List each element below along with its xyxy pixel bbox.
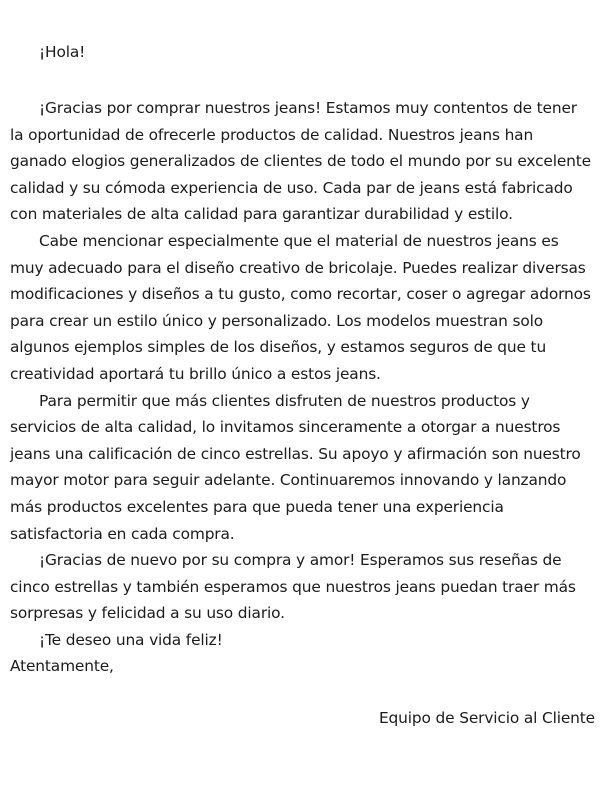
paragraph-thanks: ¡Gracias por comprar nuestros jeans! Estamos muy contentos de tener la oportunidad de ofrecerle productos de calidad. Nuestros jeans han ganado elogios generalizados de clientes de todo el mundo por su excelente calidad y su cómoda experiencia de uso. Cada par de jeans está fabricado con materiales de alta calidad para garantizar durabilidad y estilo.	[10, 99, 591, 224]
paragraph-thanks-again: ¡Gracias de nuevo por su compra y amor! Esperamos sus reseñas de cinco estrellas y también esperamos que nuestros jeans puedan traer más sorpresas y felicidad a su uso diario.	[10, 551, 576, 623]
signature: Equipo de Servicio al Cliente	[378, 709, 595, 727]
letter-body	[10, 95, 592, 680]
closing-wish: ¡Te deseo una vida feliz!	[39, 630, 223, 649]
greeting: ¡Hola!	[39, 43, 86, 61]
paragraph-diy-design: Cabe mencionar especialmente que el material de nuestros jeans es muy adecuado para el diseño creativo de bricolaje. Puedes realizar diversas modificaciones y diseños a tu gusto, como recortar, coser o agregar adornos para crear un estilo único y personalizado. Los modelos muestran solo algunos ejemplos simples de los diseños, y estamos seguros de que tu creatividad aportará tu brillo único a estos jeans.	[10, 231, 591, 383]
signoff: Atentamente,	[10, 657, 114, 676]
paragraph-review-request: Para permitir que más clientes disfruten de nuestros productos y servicios de alta calidad, lo invitamos sinceramente a otorgar a nuestros jeans una calificación de cinco estrellas. Su apoyo y afirmación son nuestro mayor motor para seguir adelante. Continuaremos innovando y lanzando más productos excelentes para que pueda tener una experiencia satisfactoria en cada compra.	[10, 391, 581, 543]
